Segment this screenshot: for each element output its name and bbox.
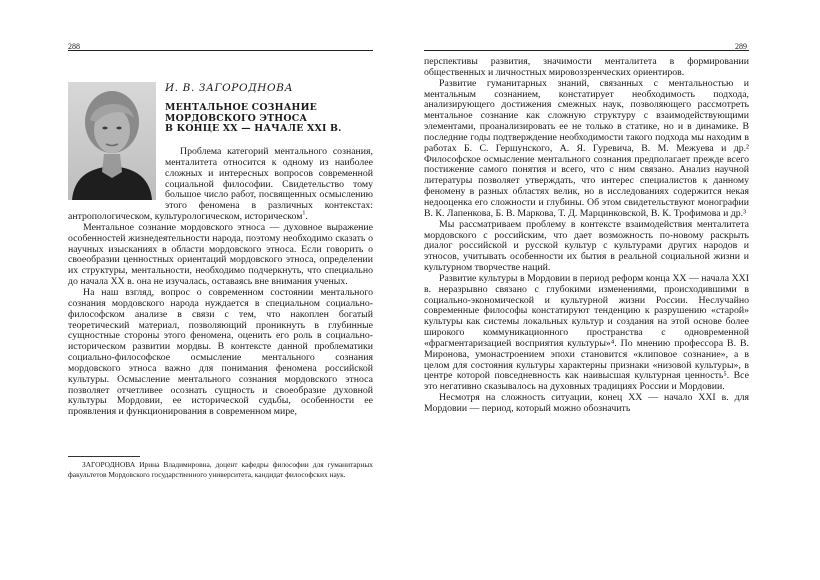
page-number-right: 289 <box>735 42 747 51</box>
footnote-ref: 1 <box>302 210 306 217</box>
header-rule-right <box>424 50 749 51</box>
title-line: МОРДОВСКОГО ЭТНОСА <box>165 112 308 124</box>
left-body-text <box>68 147 373 418</box>
paragraph: Проблема категорий ментального сознания, менталитета относится к одному из наиболее сложных и интересных вопросов современной социальной философии. Свидетельство тому большое число работ, посвященных осмыслению этого феномена в различных контекстах: антропологическом, культурологическом, историческом$^1$. <box>68 146 373 223</box>
right-page <box>410 0 820 580</box>
paragraph: На наш взгляд, вопрос о современном состоянии ментального сознания мордовского народа нуждается в специальном социально-философском анализе в связи с тем, что накоплен богатый теоретический материал, позволяющий проникнуть в глубинные сущностные стороны этого феномена, оценить его роль в социально-историческом развитии мордвы. В контексте данной проблематики социально-философское осмысление ментального сознания мордовского этноса важно для понимания феномена российской культуры. Осмысление ментального сознания мордовского этноса позволяет отчетливее осознать сущность и своеобразие духовной культуры Мордовии, ее исторической судьбы, особенности ее проявления и функционирования в современном мире, <box>68 286 373 418</box>
title-line: В КОНЦЕ XX — НАЧАЛЕ XXI В. <box>165 123 342 135</box>
right-body-text <box>424 57 749 415</box>
author-name: И. В. ЗАГОРОДНОВА <box>165 82 294 94</box>
article-title <box>165 103 375 135</box>
paragraph: Развитие культуры в Мордовии в период реформ конца XX — начала XXI в. неразрывно связано с глубокими изменениями, происходившими в социально-экономической и культурной жизни России. Неслучайно современные философы констатируют тенденцию к разрушению «старой» культуры как системы локальных культур и создания на этой основе более широкого коммуникационного пространства с одновременной «фрагментаризацией восприятия культуры»⁴. По мнению профессора В. В. Миронова, умонастроением эпохи становится «клиповое сознание», а в целом для состояния культуры характерны признаки «низовой культуры», в центре которой повседневность как наивысшая культурная ценность⁵. Все это негативно сказывалось на духовных традициях России и Мордовии. <box>424 272 749 393</box>
author-footnote: ЗАГОРОДНОВА Ирина Владимировна, доцент кафедры философии для гуманитарных факультетов Мордовского государственного университета, кандидат философских наук. <box>68 460 373 479</box>
header-rule-left <box>68 50 373 51</box>
paragraph: Несмотря на сложность ситуации, конец XX — начало XXI в. для Мордовии — период, который можно обозначить <box>424 392 749 414</box>
paragraph: перспективы развития, значимости менталитета в формировании общественных и личностных мировоззренческих ориентиров. <box>424 56 749 78</box>
paragraph: Мы рассматриваем проблему в контексте взаимодействия менталитета мордовского с российским, что дает возможность по-новому раскрыть диалог российской и русской культур с культурами других народов и этносов, учитывать особенности их бытия в реальной социальной жизни и культурном творчестве наций. <box>424 218 749 274</box>
title-line: МЕНТАЛЬНОЕ СОЗНАНИЕ <box>165 102 317 113</box>
page-number-left: 288 <box>68 42 80 51</box>
paragraph: Ментальное сознание мордовского этноса — духовное выражение особенностей жизнедеятельности народа, поэтому необходимо сказать о научных изысканиях в области мордовского этноса. Если говорить о своеобразии ценностных ориентаций мордовского этноса, определении их структуры, ментальности, необходимо подчеркнуть, что специально до начала XX в. она не изучалась, оставаясь вне внимания ученых. <box>68 221 373 288</box>
paragraph: Развитие гуманитарных знаний, связанных с ментальностью и ментальным сознанием, констатирует необходимость подхода, анализирующего достижения смежных наук, позволяющего рассмотреть ментальное сознание как сложную структуру с взаимодействующими элементами, проанализировать ее не только в статике, но и в динамике. В последние годы подтверждение необходимости такого подхода мы находим в работах Б. С. Гершунского, А. Я. Гуревича, В. М. Межуева и др.² Философское осмысление ментального сознания предполагает прежде всего постижение самого понятия и всего, что с ним связано. Анализ научной литературы позволяет утверждать, что интерес специалистов к данному феномену в разных областях велик, но в исследованиях содержится некая недооценка его сложности и глубины. Об этом свидетельствуют монографии В. К. Лапенкова, Б. В. Маркова, Т. Д. Марцинковской, В. К. Трофимова и др.³ <box>424 77 749 219</box>
footnote-rule <box>68 456 140 457</box>
